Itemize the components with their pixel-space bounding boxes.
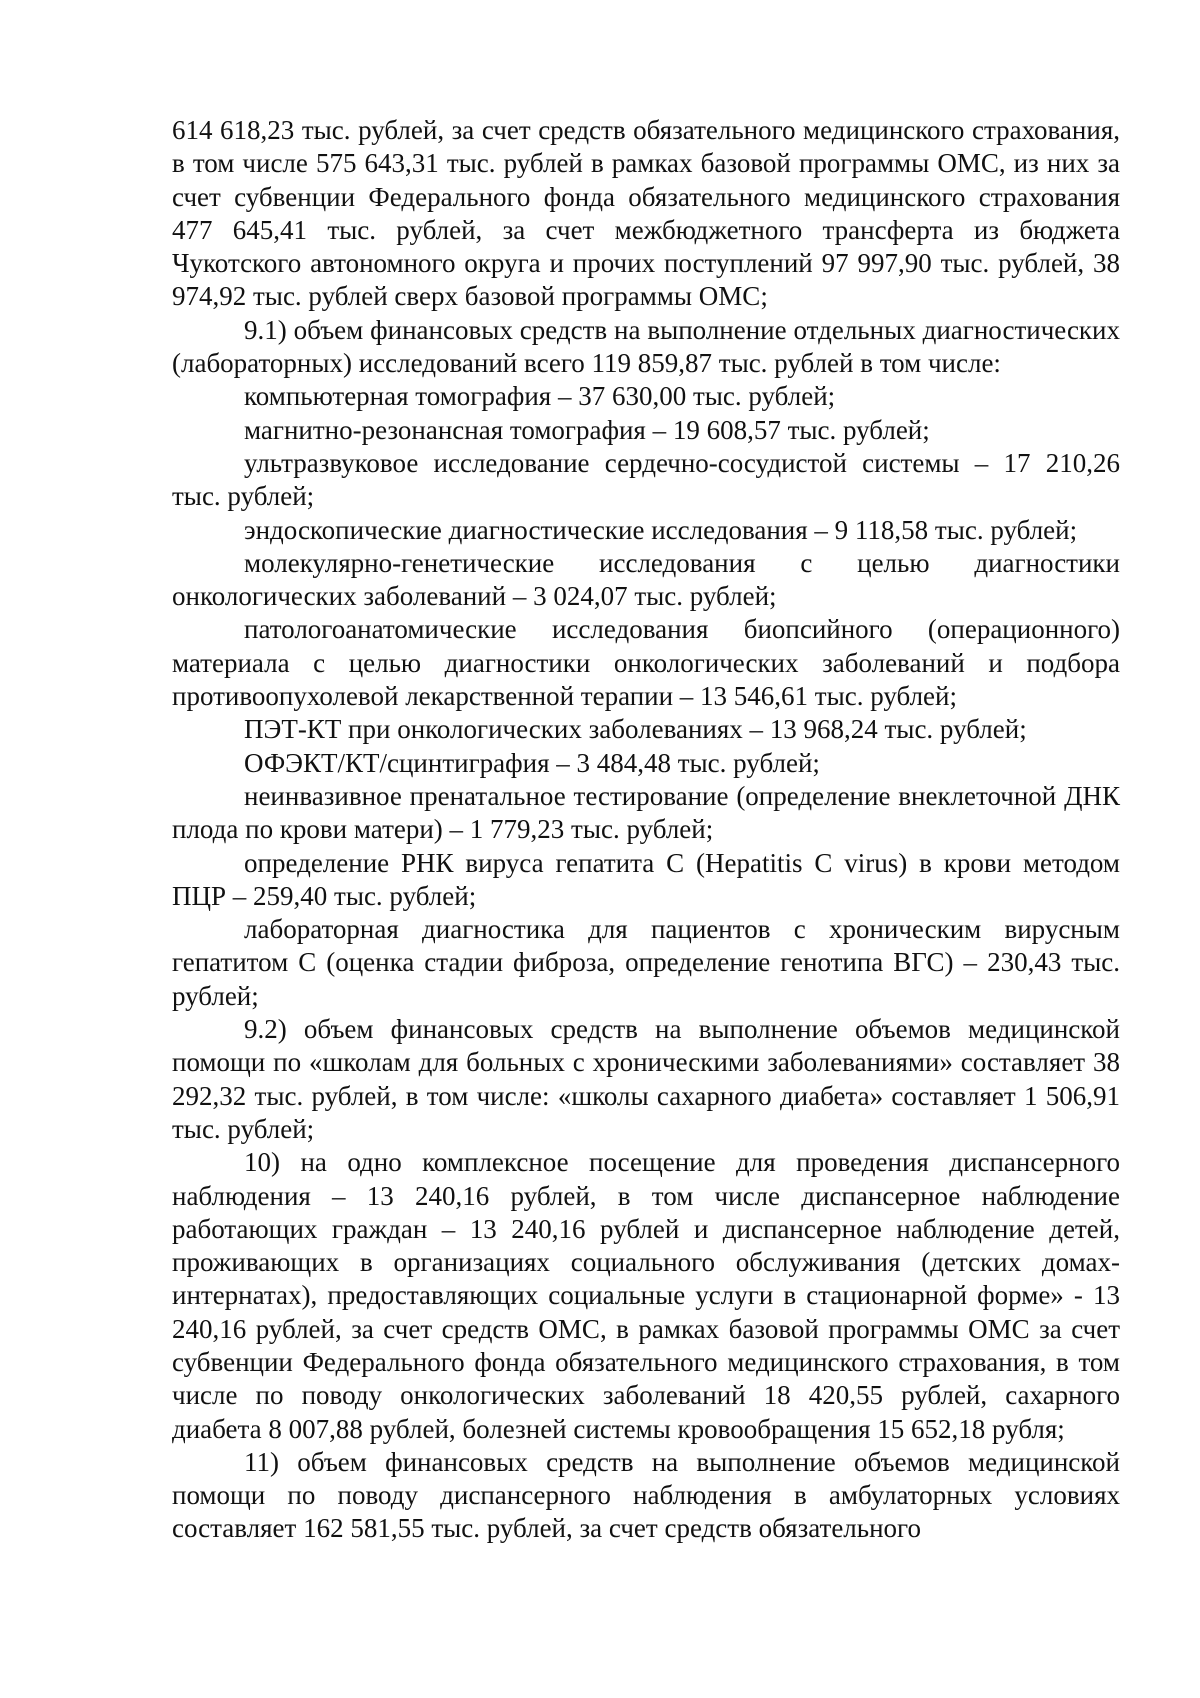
paragraph-endoscopy: эндоскопические диагностические исследования – 9 118,58 тыс. рублей; [244,514,1078,545]
paragraph-oms-total: 614 618,23 тыс. рублей, за счет средств обязательного медицинского страхования, в том числе 575 643,31 тыс. рублей в рамках базовой программы ОМС, из них за счет субвенции Федерального фонда обязательного медицинского страхования 477 645,41 тыс. рублей, за счет межбюджетного трансферта из бюджета Чукотского автономного округа и прочих поступлений 97 997,90 тыс. рублей, 38 974,92 тыс. рублей сверх базовой программы ОМС; [172,115,1120,312]
paragraph-pet-ct: ПЭТ-КТ при онкологических заболеваниях – 13 968,24 тыс. рублей; [244,714,1027,745]
paragraph-prenatal-testing: неинвазивное пренатальное тестирование (определение внеклеточной ДНК плода по крови матери) – 1 779,23 тыс. рублей; [172,780,1120,845]
paragraph-dispensary-visit: 10) на одно комплексное посещение для проведения диспансерного наблюдения – 13 240,16 рублей, в том числе диспансерное наблюдение работающих граждан – 13 240,16 рублей и диспансерное наблюдение детей, проживающих в организациях социального обслуживания (детских домах-интернатах), предоставляющих социальные услуги в стационарной форме» - 13 240,16 рублей, за счет средств ОМС, в рамках базовой программы ОМС за счет субвенции Федерального фонда обязательного медицинского страхования, в том числе по поводу онкологических заболеваний 18 420,55 рублей, сахарного диабета 8 007,88 рублей, болезней системы кровообращения 15 652,18 рубля; [172,1147,1120,1444]
paragraph-pathology: патологоанатомические исследования биопсийного (операционного) материала с целью диагностики онкологических заболеваний и подбора противоопухолевой лекарственной терапии – 13 546,61 тыс. рублей; [172,614,1120,712]
paragraph-patient-schools: 9.2) объем финансовых средств на выполнение объемов медицинской помощи по «школам для больных с хроническими заболеваниями» составляет 38 292,32 тыс. рублей, в том числе: «школы сахарного диабета» составляет 1 506,91 тыс. рублей; [172,1014,1120,1144]
document-page [172,114,1120,1546]
paragraph-spect-ct: ОФЭКТ/КТ/сцинтиграфия – 3 484,48 тыс. рублей; [244,747,820,778]
paragraph-dispensary-financing: 11) объем финансовых средств на выполнение объемов медицинской помощи по поводу диспансерного наблюдения в амбулаторных условиях составляет 162 581,55 тыс. рублей, за счет средств обязательного [172,1446,1120,1544]
paragraph-diagnostics-total: 9.1) объем финансовых средств на выполнение отдельных диагностических (лабораторных) исследований всего 119 859,87 тыс. рублей в том числе: [172,314,1120,379]
paragraph-ultrasound: ультразвуковое исследование сердечно-сосудистой системы – 17 210,26 тыс. рублей; [172,447,1120,512]
paragraph-hcv-lab: лабораторная диагностика для пациентов с хроническим вирусным гепатитом С (оценка стадии фиброза, определение генотипа ВГС) – 230,43 тыс. рублей; [172,914,1120,1011]
paragraph-mri: магнитно-резонансная томография – 19 608,57 тыс. рублей; [244,414,930,445]
paragraph-molecular-genetic: молекулярно-генетические исследования с целью диагностики онкологических заболеваний – 3 024,07 тыс. рублей; [172,547,1120,612]
paragraph-ct: компьютерная томография – 37 630,00 тыс. рублей; [244,381,836,412]
paragraph-hcv-rna: определение РНК вируса гепатита С (Hepatitis C virus) в крови методом ПЦР – 259,40 тыс. рублей; [172,847,1120,911]
